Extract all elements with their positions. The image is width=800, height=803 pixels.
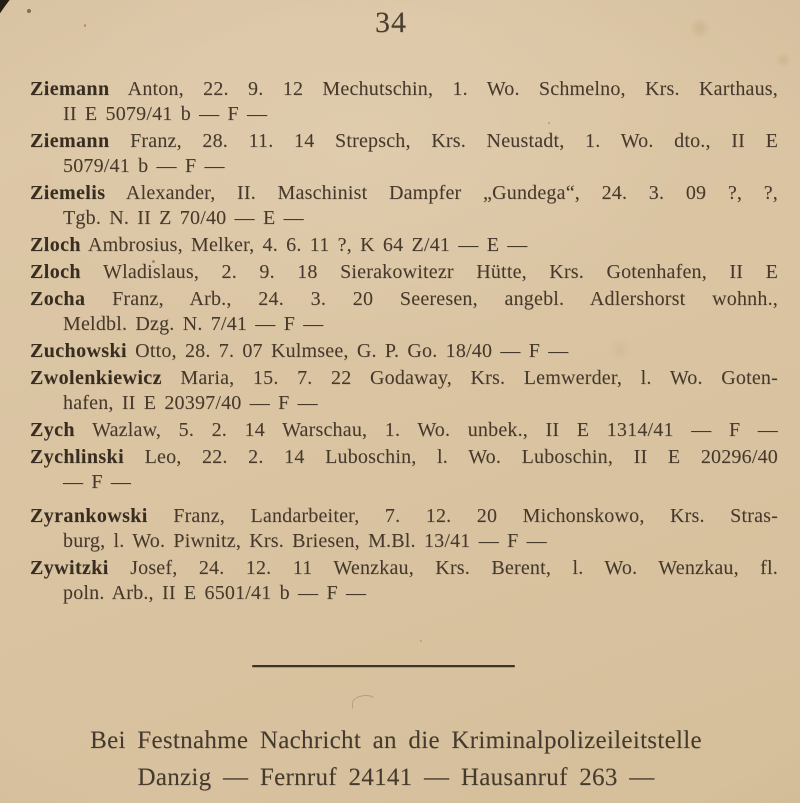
entry-line: Zyrankowski Franz, Landarbeiter, 7. 12. 20 Michonskowo, Krs. Stras- (30, 505, 778, 527)
entry-line: Zwolenkiewicz Maria, 15. 7. 22 Godaway, Krs. Lemwerder, l. Wo. Goten- (30, 367, 778, 389)
entry-surname: Zyrankowski (30, 505, 148, 527)
entry-line: Zloch Ambrosius, Melker, 4. 6. 11 ?, K 64 Z/41 — E — (30, 234, 528, 256)
register-entry (30, 504, 778, 554)
entry-line: Zuchowski Otto, 28. 7. 07 Kulmsee, G. P. Go. 18/40 — F — (30, 340, 569, 362)
entry-surname: Zloch (30, 261, 81, 283)
register-entry (30, 77, 778, 127)
register-entry (30, 287, 778, 337)
register-entry (30, 418, 778, 443)
entry-surname: Zloch (30, 234, 81, 256)
entry-line: hafen, II E 20397/40 — F — (63, 392, 318, 414)
register-entry (30, 260, 778, 285)
entry-line: burg, l. Wo. Piwnitz, Krs. Briesen, M.Bl. 13/41 — F — (63, 530, 547, 552)
arrest-notice-line1: Bei Festnahme Nachricht an die Kriminalpolizeileitstelle (90, 727, 702, 754)
paper-speck (420, 640, 422, 642)
entry-line: poln. Arb., II E 6501/41 b — F — (63, 582, 367, 604)
entry-line: Ziemann Franz, 28. 11. 14 Strepsch, Krs. Neustadt, 1. Wo. dto., II E (30, 130, 778, 152)
page-number: 34 (375, 6, 407, 39)
entry-surname: Ziemann (30, 78, 110, 100)
entry-surname: Zychlinski (30, 446, 125, 468)
entry-surname: Ziemann (30, 130, 110, 152)
entry-line: Zocha Franz, Arb., 24. 3. 20 Seeresen, angebl. Adlershorst wohnh., (30, 288, 778, 310)
entry-line: Zych Wazlaw, 5. 2. 14 Warschau, 1. Wo. unbek., II E 1314/41 — F — (30, 419, 778, 441)
register-entry (30, 556, 778, 606)
entry-line: Zloch Wladislaus, 2. 9. 18 Sierakowitezr Hütte, Krs. Gotenhafen, II E (30, 261, 778, 283)
entry-line: Ziemelis Alexander, II. Maschinist Dampfer „Gundega“, 24. 3. 09 ?, ?, (30, 182, 778, 204)
register-entry (30, 339, 778, 364)
entry-line: 5079/41 b — F — (63, 155, 225, 177)
section-divider-rule (252, 665, 515, 667)
entry-surname: Zocha (30, 288, 86, 310)
entry-line: Zywitzki Josef, 24. 12. 11 Wenzkau, Krs. Berent, l. Wo. Wenzkau, fl. (30, 557, 778, 579)
entry-surname: Ziemelis (30, 182, 106, 204)
register-entry (30, 181, 778, 231)
arrest-notice (15, 722, 777, 796)
entry-surname: Zywitzki (30, 557, 109, 579)
register-entry (30, 366, 778, 416)
entry-line: II E 5079/41 b — F — (63, 103, 268, 125)
register-entry (30, 445, 778, 495)
pencil-smudge (352, 695, 376, 709)
entry-line: — F — (63, 471, 132, 493)
entries-list (30, 77, 778, 608)
register-entry (30, 129, 778, 179)
entry-surname: Zwolenkiewicz (30, 367, 162, 389)
entry-line: Tgb. N. II Z 70/40 — E — (63, 207, 304, 229)
entry-surname: Zych (30, 419, 75, 441)
entry-line: Ziemann Anton, 22. 9. 12 Mechutschin, 1. Wo. Schmelno, Krs. Karthaus, (30, 78, 778, 100)
entry-line: Meldbl. Dzg. N. 7/41 — F — (63, 313, 324, 335)
arrest-notice-line2: Danzig — Fernruf 24141 — Hausanruf 263 — (137, 764, 655, 791)
register-entry (30, 233, 778, 258)
entry-surname: Zuchowski (30, 340, 127, 362)
entry-line: Zychlinski Leo, 22. 2. 14 Luboschin, l. Wo. Luboschin, II E 20296/40 (30, 446, 778, 468)
